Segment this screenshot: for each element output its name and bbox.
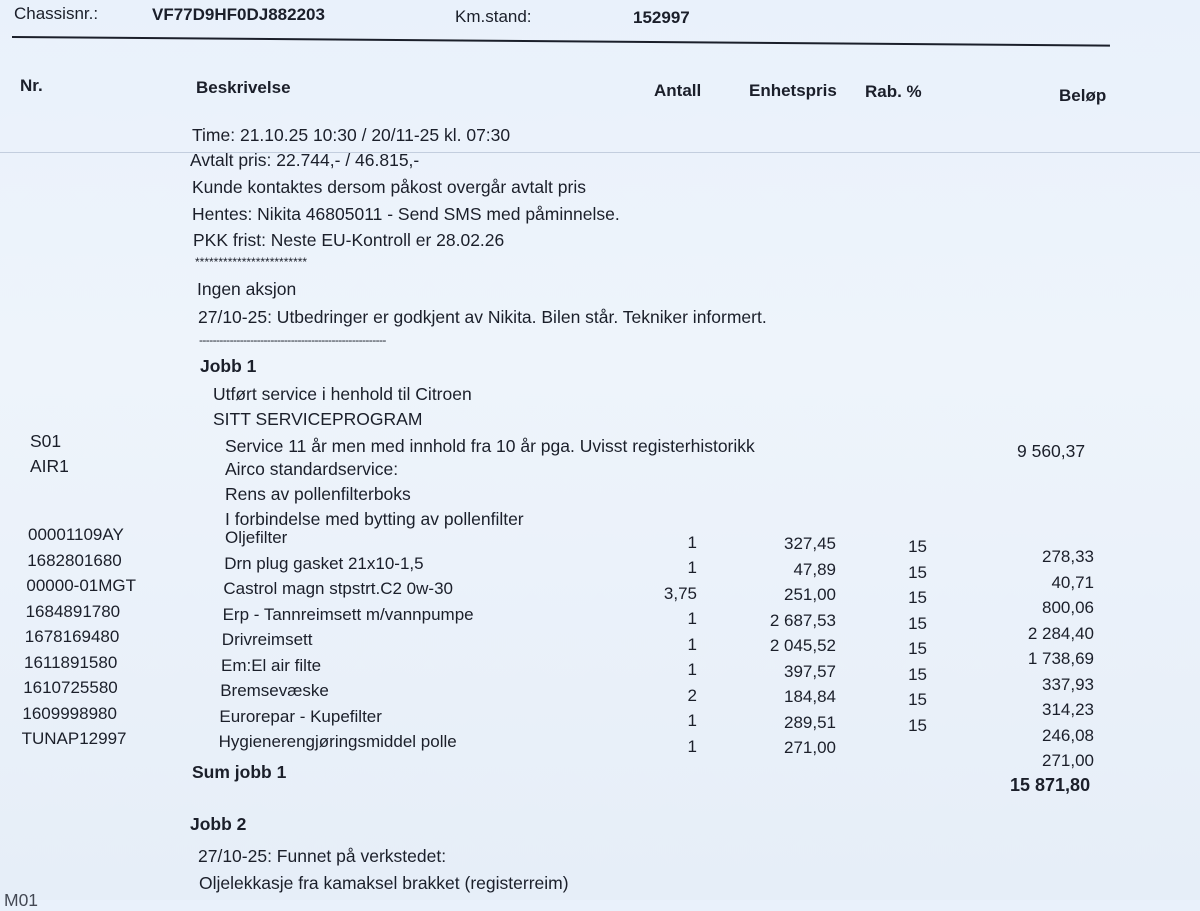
item-unit-price: 397,57 [784,661,836,681]
km-label: Km.stand: [455,7,532,26]
item-unit-price: 251,00 [784,585,836,604]
item-nr: 00001109AY [28,525,124,544]
item-quantity: 3,75 [663,583,697,603]
jobb2-cut-code: M01 [4,890,39,910]
item-unit-price: 184,84 [784,687,836,706]
item-quantity: 1 [687,660,697,679]
item-amount: 1 738,69 [1027,649,1094,668]
item-nr: 1611891580 [24,652,118,672]
note-avtalt-pris: Avtalt pris: 22.744,- / 46.815,- [190,150,420,170]
item-description: Drivreimsett [221,630,313,649]
item-unit-price: 289,51 [784,712,836,732]
paper-fold [0,152,1200,153]
item-discount: 15 [908,588,927,607]
item-amount: 337,93 [1042,674,1094,694]
item-description: Oljefilter [225,528,288,547]
item-quantity: 1 [687,711,697,730]
item-quantity: 1 [687,609,697,628]
item-quantity: 1 [687,736,697,756]
item-discount: 15 [908,639,927,658]
item-unit-price: 327,45 [784,534,836,553]
km-value: 152997 [633,8,690,27]
jobb1-title: Jobb 1 [200,356,257,376]
item-amount: 246,08 [1042,725,1094,745]
note-stars: ************************ [195,255,308,269]
item-nr: 1610725580 [23,678,118,697]
item-nr: 1678169480 [24,627,120,646]
item-unit-price: 47,89 [793,559,836,579]
item-discount: 15 [908,562,927,582]
air1-line3: I forbindelse med bytting av pollenfilter [225,509,524,529]
item-description: Castrol magn stpstrt.C2 0w-30 [223,579,453,598]
item-unit-price: 2 687,53 [769,610,836,630]
note-dash-separator: ------------------------------------------------------- [199,333,386,347]
item-quantity: 1 [687,558,697,577]
item-discount: 15 [908,715,927,735]
item-description: Eurorepar - Kupefilter [219,706,382,726]
s01-amount: 9 560,37 [1017,441,1086,461]
item-amount: 314,23 [1042,700,1094,719]
item-description: Em:El air filte [221,655,322,675]
item-description: Erp - Tannreimsett m/vannpumpe [222,604,474,624]
note-utbedringer: 27/10-25: Utbedringer er godkjent av Nikita. Bilen står. Tekniker informert. [198,307,767,327]
item-discount: 15 [908,613,927,633]
note-hentes: Hentes: Nikita 46805011 - Send SMS med påminnelse. [192,204,620,224]
note-ingen-aksjon: Ingen aksjon [197,279,297,299]
item-amount: 278,33 [1042,547,1094,566]
air1-description: Airco standardservice: [225,459,399,479]
item-nr: 1609998980 [22,703,117,723]
note-kunde-kontaktes: Kunde kontaktes dersom påkost overgår avtalt pris [192,177,586,197]
item-amount: 2 284,40 [1027,623,1094,643]
item-unit-price: 2 045,52 [769,636,836,655]
air1-code: AIR1 [30,456,69,476]
note-pkk-frist: PKK frist: Neste EU-Kontroll er 28.02.26 [193,230,505,250]
jobb1-line1: Utført service i henhold til Citroen [213,384,472,404]
col-rabatt: Rab. % [865,82,922,101]
jobb1-sum-value: 15 871,80 [1010,775,1091,795]
note-time: Time: 21.10.25 10:30 / 20/11-25 kl. 07:30 [192,125,511,145]
item-nr: 1684891780 [25,601,121,621]
col-belop: Beløp [1059,86,1107,105]
item-amount: 800,06 [1042,598,1094,617]
header-rule [12,36,1110,47]
item-description: Bremsevæske [220,681,329,700]
item-amount: 271,00 [1042,751,1094,770]
col-antall: Antall [654,81,702,100]
item-discount: 15 [908,690,927,709]
air1-line2: Rens av pollenfilterboks [225,484,411,504]
jobb1-sum-label: Sum jobb 1 [192,762,287,782]
jobb2-title: Jobb 2 [190,814,247,834]
item-discount: 15 [908,664,927,684]
jobb1-line2: SITT SERVICEPROGRAM [213,409,423,429]
item-quantity: 1 [687,634,697,654]
item-nr: 00000-01MGT [26,576,137,595]
col-beskrivelse: Beskrivelse [196,78,291,97]
item-amount: 40,71 [1051,572,1094,592]
chassis-label: Chassisnr.: [14,4,99,23]
item-description: Drn plug gasket 21x10-1,5 [224,553,424,573]
s01-code: S01 [30,431,62,451]
item-unit-price: 271,00 [784,738,836,757]
item-discount: 15 [908,537,927,556]
jobb2-line1: 27/10-25: Funnet på verkstedet: [198,846,447,866]
item-nr: 1682801680 [27,550,122,570]
col-enhetspris: Enhetspris [749,81,837,100]
col-nr: Nr. [20,76,43,95]
item-quantity: 2 [687,685,697,705]
jobb2-line2: Oljelekkasje fra kamaksel brakket (registerreim) [199,873,569,893]
item-description: Hygienerengjøringsmiddel polle [218,732,457,751]
item-nr: TUNAP12997 [21,729,127,748]
item-quantity: 1 [687,532,697,552]
s01-description: Service 11 år men med innhold fra 10 år pga. Uvisst registerhistorikk [225,436,755,456]
chassis-value: VF77D9HF0DJ882203 [152,5,325,24]
